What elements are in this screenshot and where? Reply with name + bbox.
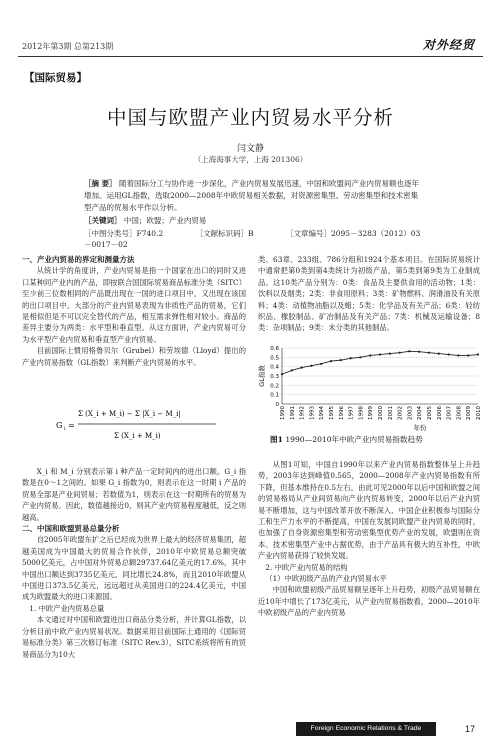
figure-caption [270,434,423,445]
data-point [428,352,430,354]
formula-lhs: G [56,421,63,430]
formula-subscript: i [64,426,66,432]
paragraph: 从图1可知，中国自1990年以来产业内贸易指数整体呈上升趋势，2003年达到峰值0.565，2000—2008年产业内贸易指数有所下降，但基本维持在0.5左右，由此可见2000年以后中国和欧盟之间的贸易格局从产业间贸易向产业内贸易转变，2000年以后产业内贸易不断增加，这与中国改革开放不断深入、中国企业积极参与国际分工和生产力水平的不断提高，中国在发展同欧盟产业内贸易的同时，也加强了自身资源密集型和劳动密集型优势产业的发展，欧盟则在资本、技术密集型产业中占据优势，由于产品具有极大的互补性，中欧产业内贸易获得了较快发展。 [258,460,480,561]
paragraph: 自2005年欧盟东扩之后已经成为世界上最大的经济贸易集团，超越美国成为中国最大的贸易合作伙伴，2010年中欧贸易总额突破5000亿美元，占中国对外贸易总额29737.64亿美元的17.6%，其中中国出口额达到3735亿美元，同比增长24.8%，而且2010年欧盟从中国进口373.5亿美元，远远超过从美国进口的224.4亿美元，中国成为欧盟最大的进口来源国。 [22,535,246,602]
data-point [477,353,479,355]
y-tick-label: 0.6 [270,346,279,352]
data-point [379,353,381,355]
sub-heading: 1. 中欧产业内贸易总量 [29,603,105,613]
keywords-label: ［关键词］ [84,216,122,225]
y-tick-label: 0.4 [270,364,279,371]
section-heading: 二、中国和欧盟贸易总量分析 [22,524,120,534]
journal-logo: 对外经贸 [422,38,475,52]
data-point [389,353,391,355]
y-tick-label: 0.2 [270,383,279,390]
x-tick-label: 1992 [299,406,306,420]
x-tick-label: 1998 [358,406,365,420]
x-tick-label: 1993 [309,406,316,420]
data-point [369,354,371,356]
paragraph: 类、63章、233组、786分组和1924个基本项目。在国际贸易统计中通常把第0类到第4类统计为初级产品，第5类到第9类为工业制成品。这10类产品分别为：0类：食品及主要供食用的活动物；1类：饮料以及烟类；2类：非食用原料；3类：矿物燃料、润滑油及有关原料；4类：动植物油脂以及蜡；5类：化学品及有关产品；6类：轻纺织品、橡胶制品、矿冶制品及有关产品；7类：机械及运输设备；8类：杂项制品；9类：未分类的其他制品。 [258,255,480,333]
data-point [399,352,401,354]
formula-svg [56,398,236,454]
x-tick-label: 2005 [427,406,433,420]
data-point [291,369,293,371]
abstract-text: 随着国际分工与协作进一步深化，产业内贸易发展迅速，中国和欧盟间产业内贸易额也逐年增加。运用GL指数，选取2000—2008年中欧贸易相关数据，对资源密集型、劳动密集型和技术密集型产品的贸易水平作以分析。 [84,179,420,212]
paragraph: X_i 和 M_i 分别表示第 i 种产品一定时间内的进出口额。G_i 指数是在0～1之间的。如果 G_i 指数为0，则表示在这一时期 i 产品的贸易全部是产业间贸易；若数值为1，则表示在这一时期所有的贸易为产业内贸易。因此，数值越接近0，则其产业内贸易程度越低，反之则越高。 [22,467,246,522]
affiliation: （上海海事大学，上海 201306） [193,155,308,164]
x-tick-label: 1994 [319,406,326,420]
clc-code: ［中图分类号］F740.2 [84,229,164,238]
doc-code: ［文献标识码］B [195,229,254,238]
keywords [84,215,206,226]
issue-info: 2012年第3期 总第213期 [22,42,114,51]
x-tick-label: 2000 [378,406,384,420]
data-point [301,367,303,369]
paragraph: 本文通过对中国和欧盟进出口商品分类分析，并计算GL指数，以分析目前中欧产业内贸易状况。数据采用目前国际上通用的《国际贸易标准分类》第三次修订标准（SITC Rev.3），SITC系统将所有的贸易商品分为10大 [22,615,246,659]
x-tick-label: 2006 [436,406,443,420]
data-point [408,350,410,352]
x-tick-label: 2010 [476,406,482,420]
x-axis-label: 年份 [413,424,427,432]
x-tick-label: 1997 [348,406,355,420]
page-number: 17 [464,724,475,734]
gl-index-chart [256,344,484,444]
left-column-top [22,254,246,368]
data-point [340,359,342,361]
x-tick-label: 1996 [338,406,345,420]
y-tick-label: 0 [275,402,279,408]
formula-equals: = [68,421,75,430]
gl-formula [56,398,236,454]
author: 闫文静 [236,144,264,154]
data-point [330,360,332,362]
right-column-top [258,254,480,334]
sub-heading: 2. 中欧产业内贸易的结构 [265,562,348,572]
abstract-label: ［摘 要］ [84,179,117,188]
data-point [350,357,352,359]
section-heading: 一、产业内贸易的界定和测量方法 [22,255,135,264]
data-point [448,353,450,355]
chart-svg [256,344,484,444]
x-tick-label: 2001 [387,406,394,420]
x-tick-label: 1990 [280,406,286,420]
paragraph: 从统计学的角度讲，产业内贸易是指一个国家在出口的同时又进口某种同产业内的产品，即按联合国国际贸易商品标准分类（SITC）至少前三位数相同的产品既出现在一国的进口项目中，又出现在该国的出口项目中。大部分的产业内贸易表现为非质性产品的贸易，它们是相似但是不可以完全替代的产品，相互需求弹性相对较小。商品的差异主要分为两类：水平型和垂直型。从这方面讲，产业内贸易可分为水平型产业内贸易和垂直型产业内贸易。 [22,266,246,344]
sub-heading: （1）中欧初级产品的产业内贸易水平 [265,574,387,584]
section-tag: 【国际贸易】 [24,72,87,84]
figure-caption-text: 1990—2010年中欧产业内贸易指数趋势 [285,435,423,444]
x-tick-label: 2007 [446,406,453,420]
y-tick-label: 0.1 [270,392,279,399]
data-point [320,363,322,365]
data-point [418,351,420,353]
figure-label: 图1 [270,435,283,444]
data-point [359,356,361,358]
formula-numerator: Σ (X_i + M_i) − Σ |X_i − M_i| [78,410,181,418]
x-tick-label: 1991 [289,406,296,420]
abstract [84,178,422,214]
header-rule [18,56,483,57]
article-number: ［文章编号］2095－3283（2012）03－0017－02 [84,229,421,249]
footer-journal: Foreign Economic Relations & Trade [296,722,436,736]
data-point [467,354,469,356]
data-point [310,365,312,367]
data-point [457,354,459,356]
x-tick-label: 2004 [417,406,424,420]
x-tick-label: 2009 [466,406,473,420]
data-point [438,353,440,355]
y-tick-label: 0.5 [270,355,279,362]
x-tick-label: 1999 [368,406,375,420]
paragraph: 目前国际上惯用格鲁贝尔（Grubel）和劳埃德（Lloyd）提出的产业内贸易指数（GL指数）来判断产业内贸易的水平。 [22,346,246,367]
paragraph: 中国和欧盟初级产品贸易额呈逐年上升趋势，初级产品贸易额在近10年中增长了173亿美元，从产业内贸易指数看，2000—2010年中欧初级产品的产业内贸易 [258,585,480,618]
article-title: 中国与欧盟产业内贸易水平分析 [106,106,394,129]
right-column-bottom [258,459,480,619]
classification [84,228,424,250]
x-tick-label: 2002 [397,406,404,420]
x-tick-label: 2008 [456,406,463,420]
y-axis-label: GL指数 [258,365,266,387]
keywords-text: 中国；欧盟；产业内贸易 [123,216,207,225]
x-tick-label: 1995 [329,406,335,420]
y-tick-label: 0.3 [270,374,279,380]
data-point [281,373,283,375]
left-column-bottom [22,466,246,660]
formula-denominator: Σ (X_i + M_i) [114,432,161,440]
x-tick-label: 2003 [407,406,414,420]
